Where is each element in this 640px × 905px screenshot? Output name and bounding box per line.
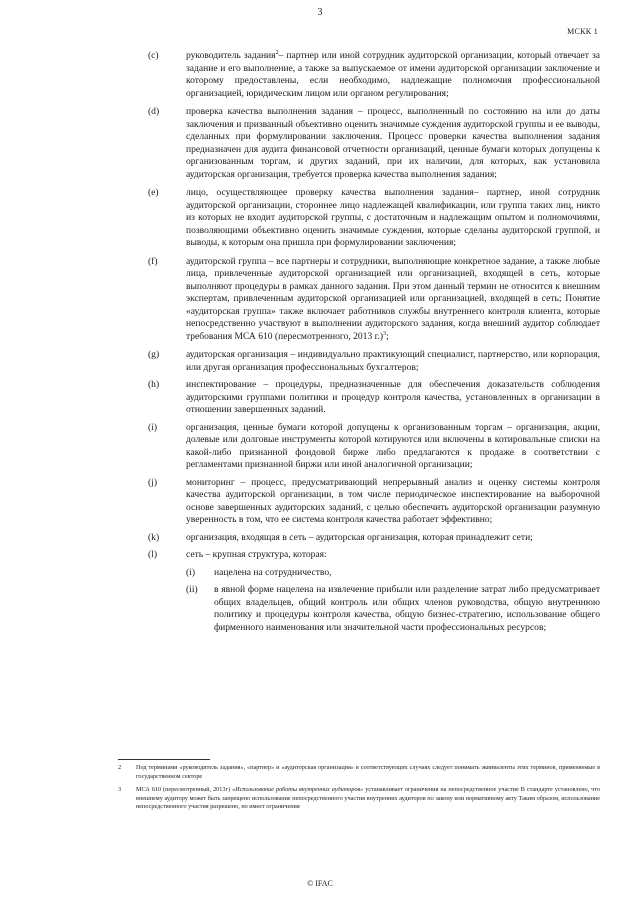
definition-letter: (d) bbox=[148, 106, 160, 117]
definition-letter: (j) bbox=[148, 476, 158, 488]
definition-text: инспектирование – процедуры, предназначенные для обеспечения доказательств соблюдения аудиторскими группами политики и процедур контроля качества, установленных в организации в отношении завершенных заданий. bbox=[186, 379, 600, 415]
footnote-text-part: устанавливает ограничения на непосредственное участие В стандарте установлено, что внешнему аудитору может быть запрещено использование непосредственного участия внутренних аудиторов по закону или нормативному акту Таким образом, использование непосредственного участия разрешено, но имеет ограничения bbox=[136, 786, 600, 811]
definition-letter: (h) bbox=[148, 379, 160, 390]
footnote bbox=[118, 764, 600, 781]
footnote-text-part: МСА 610 (пересмотренный, 2013г) bbox=[136, 786, 233, 794]
definition-letter: (c) bbox=[148, 50, 159, 61]
page-number: 3 bbox=[317, 7, 323, 18]
definition-text-part: руководитель задания bbox=[186, 50, 276, 61]
sub-item-number: (i) bbox=[186, 566, 196, 578]
definition-item bbox=[148, 422, 600, 472]
footnote bbox=[118, 786, 600, 812]
definition-text: мониторинг – процесс, предусматривающий непрерывный анализ и оценку системы контроля качества аудиторской организации, в том числе периодическое инспектирование на выборочной основе завершенных аудиторских заданий, с целью обеспечить аудиторской организации разумную уверенность в том, что ее система контроля качества работает эффективно; bbox=[186, 476, 600, 525]
definition-text: проверка качества выполнения задания – процесс, выполненный по состоянию на или до даты заключения и призванный объективно оценить значимые суждения аудиторской группы и ее выводы, сделанных при формулировании заключения. Процесс проверки качества выполнения задания предназначен для аудита финансовой отчетности организаций, ценные бумаги которых допущены к организованным торгам, и других заданий, при их наличии, для которых, как установила аудиторская организация, требуется проверка качества выполнения задания; bbox=[186, 106, 600, 180]
definition-text: лицо, осуществляющее проверку качества выполнения задания– партнер, иной сотрудник аудиторской организации, стороннее лицо надлежащей квалификации, или группа таких лиц, никто из которых не входит аудиторской группы, с достаточным и надлежащим опытом и полномочиями, позволяющими объективно оценить значимые суждения, которые сделаны аудиторской группой, и выводы, к которым она пришла при формулировании заключения; bbox=[186, 187, 600, 248]
definition-item bbox=[148, 187, 600, 250]
definition-text: организация, входящая в сеть – аудиторская организация, которая принадлежит сети; bbox=[186, 531, 533, 543]
definition-text-part: – партнер или иной сотрудник аудиторской организации, который отвечает за задание и его выполнение, а также за выпускаемое от имени аудиторской организации заключение и которому предоставлены, если необходимо, надлежащие полномочия профессиональной организацией, юридическим лицом или органом регулирования; bbox=[186, 50, 600, 99]
footnote-text: Под терминами «руководитель задания», «партнер» и «аудиторская организация» в соответствующих случаях следует понимать эквиваленты этих терминов, применяемые в государственном секторе bbox=[136, 764, 600, 780]
definition-item bbox=[148, 532, 600, 545]
sub-item-text: в явной форме нацелена на извлечение прибыли или разделение затрат либо предусматривает общих владельцев, общий контроль или общих членов руководства, общую внутреннюю политику и процедуры контроля качества, общую бизнес-стратегию, использование общего фирменного наименования или значительной части профессиональных ресурсов; bbox=[214, 584, 600, 633]
definition-text bbox=[186, 549, 600, 634]
document-code: МСКК 1 bbox=[567, 27, 598, 36]
footnote-divider bbox=[118, 759, 210, 760]
sub-item-number: (ii) bbox=[186, 584, 198, 595]
definition-text bbox=[186, 256, 600, 344]
definition-item bbox=[148, 477, 600, 527]
sub-item bbox=[186, 567, 600, 580]
definition-text-part: ; bbox=[386, 330, 389, 342]
definition-item bbox=[148, 50, 600, 100]
definition-letter: (g) bbox=[148, 349, 160, 360]
copyright: © IFAC bbox=[307, 879, 333, 888]
definition-letter: (e) bbox=[148, 187, 159, 198]
footnote-ref: 2 bbox=[275, 49, 279, 56]
definition-lead: сеть – крупная структура, которая: bbox=[186, 549, 327, 560]
footnote-ref: 3 bbox=[383, 330, 387, 337]
definition-item bbox=[148, 106, 600, 181]
footnote-number: 2 bbox=[118, 764, 122, 771]
footnote-text bbox=[136, 786, 600, 812]
definition-letter: (k) bbox=[148, 531, 160, 543]
footnote-number: 3 bbox=[118, 786, 122, 794]
definition-item bbox=[148, 256, 600, 344]
definition-item bbox=[148, 349, 600, 374]
footnotes bbox=[118, 764, 600, 817]
definition-text bbox=[186, 50, 600, 100]
definition-letter: (l) bbox=[148, 549, 158, 560]
definition-text: организация, ценные бумаги которой допущены к организованным торгам – организация, акции, долевые или долговые инструменты которой котируются или включены в котировальные списки на какой-либо признанной фондовой бирже либо предлагаются к продаже в соответствии с регламентами признанной биржи или иной аналогичной организации; bbox=[186, 421, 600, 470]
sub-item-text: нацелена на сотрудничество, bbox=[214, 566, 332, 578]
definition-text: аудиторская организация – индивидуально практикующий специалист, партнерство, или корпорация, или другая организация профессиональных бухгалтеров; bbox=[186, 349, 600, 373]
definition-letter: (f) bbox=[148, 255, 158, 267]
definition-text-part: аудиторской группа – все партнеры и сотрудники, выполняющие конкретное задание, а также любые лица, привлеченные аудиторской организацией или организацией, входящей в сеть, которые выполняют процедуры в рамках данного задания. При этом данный термин не относится к внешним экспертам, привлеченным аудиторской организацией или организацией, входящей в сеть; Понятие «аудиторская группа» также включает работников службы внутреннего контроля клиента, которые непосредственно участвуют в выполнении аудиторского задания, когда внешний аудитор соблюдает требования МСА 610 (пересмотренного, 2013 г.) bbox=[186, 255, 600, 342]
definition-letter: (i) bbox=[148, 421, 158, 433]
definition-item bbox=[148, 549, 600, 634]
standard-title: «Использование работы внутренних аудиторов» bbox=[232, 786, 364, 794]
definition-item bbox=[148, 379, 600, 417]
sub-item bbox=[186, 584, 600, 634]
definitions-list bbox=[148, 50, 600, 639]
